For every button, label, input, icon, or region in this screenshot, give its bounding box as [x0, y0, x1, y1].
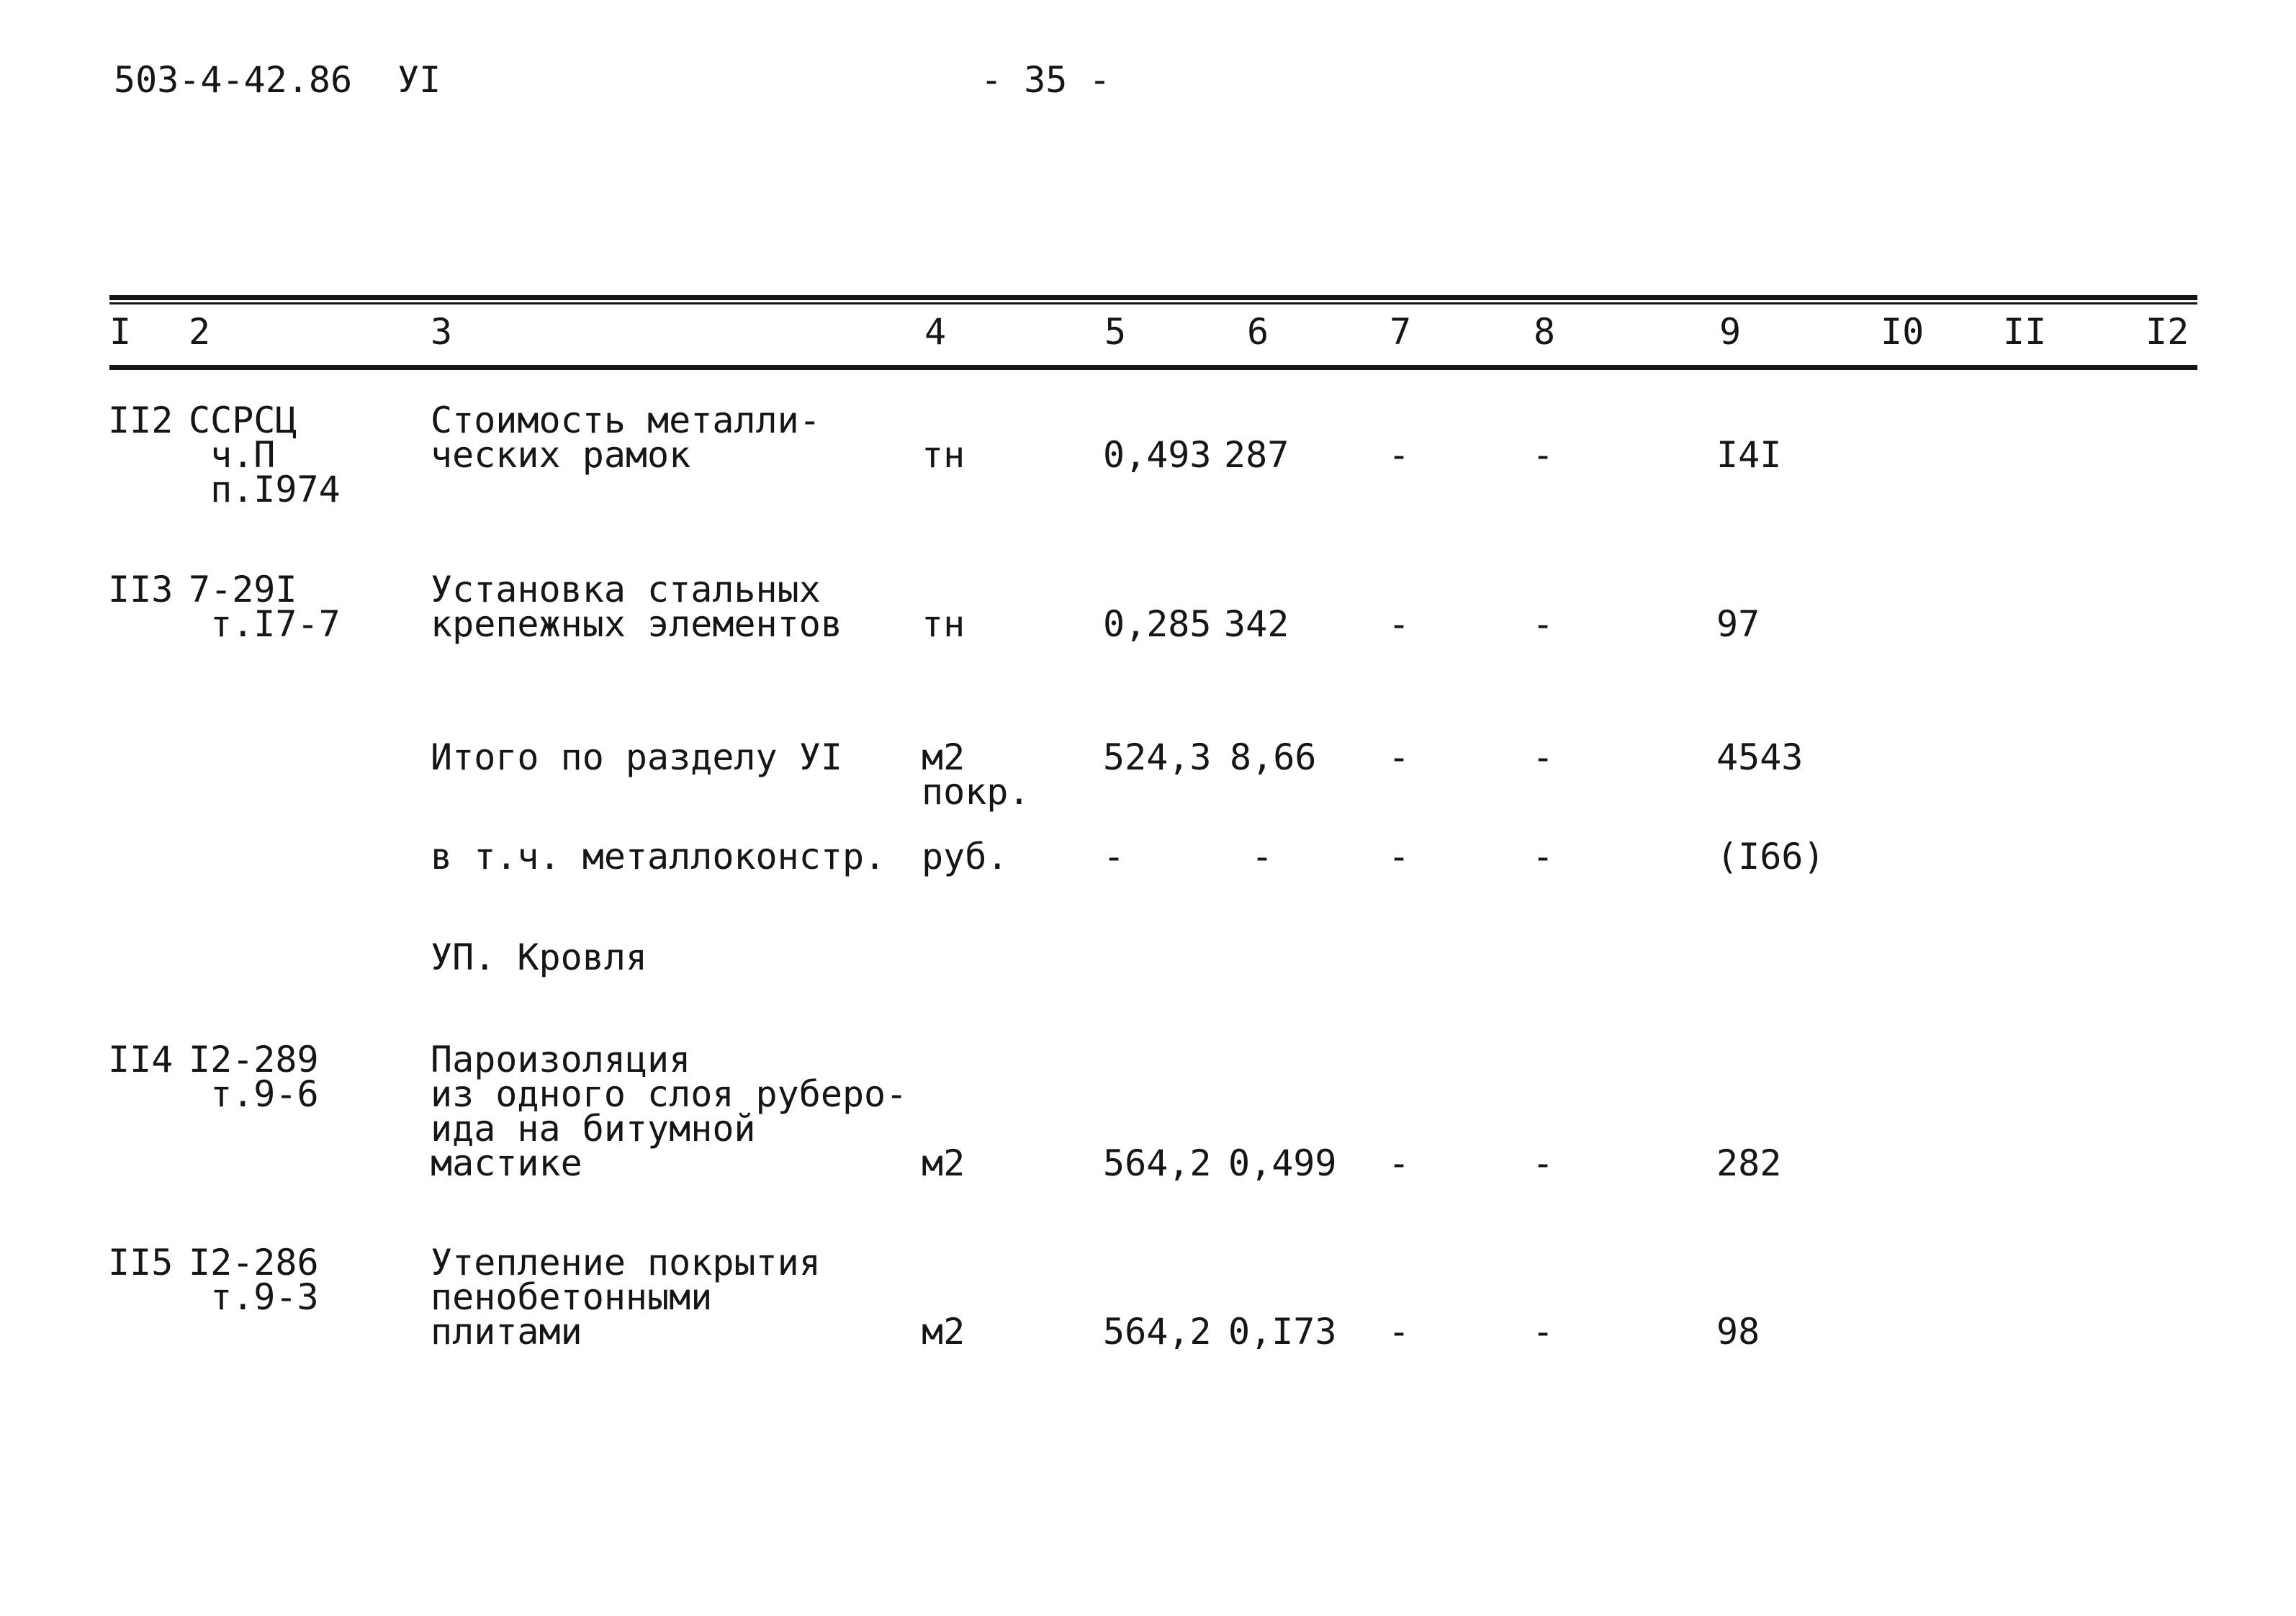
column-8-value: -	[1532, 603, 1554, 645]
section-number: УI	[397, 59, 441, 101]
unit: тн	[922, 603, 965, 645]
page-number: - 35 -	[981, 59, 1111, 101]
column-header: 4	[924, 311, 947, 353]
column-8-value: -	[1532, 736, 1554, 778]
column-header: 7	[1390, 311, 1412, 353]
quantity: 0,285	[1103, 603, 1212, 645]
unit-price: 0,499	[1228, 1142, 1337, 1184]
unit: м2	[922, 1142, 965, 1184]
quantity: 0,493	[1103, 434, 1212, 476]
work-description: Стоимость металли- ческих рамок	[431, 400, 821, 476]
unit-price: -	[1251, 836, 1274, 877]
column-header: 3	[431, 311, 453, 353]
work-description: Пароизоляция из одного слоя руберо- ида на битумной мастике	[431, 1039, 908, 1184]
row-number: II3	[108, 569, 174, 610]
work-description: Утепление покрытия пенобетонными плитами	[431, 1242, 821, 1353]
table-header-rule	[109, 365, 2197, 370]
work-description: Установка стальных крепежных элементов	[431, 569, 842, 645]
column-8-value: -	[1532, 1311, 1554, 1353]
norm-reference: 7-29I т.I7-7	[189, 569, 341, 645]
column-header: 6	[1247, 311, 1269, 353]
column-7-value: -	[1388, 603, 1410, 645]
quantity: 564,2	[1103, 1311, 1212, 1353]
column-8-value: -	[1532, 434, 1554, 476]
unit-price: 8,66	[1230, 736, 1317, 778]
column-8-value: -	[1532, 836, 1554, 877]
total-cost: I4I	[1716, 434, 1782, 476]
norm-reference: I2-286 т.9-3	[189, 1242, 319, 1318]
subtotal-label: в т.ч. металлоконстр.	[431, 836, 886, 877]
unit-price: 287	[1224, 434, 1289, 476]
column-header: I0	[1881, 311, 1924, 353]
quantity: 564,2	[1103, 1142, 1212, 1184]
column-7-value: -	[1388, 434, 1410, 476]
row-number: II5	[108, 1242, 174, 1283]
total-cost: 98	[1716, 1311, 1760, 1353]
unit: руб.	[922, 836, 1009, 877]
total-label: Итого по разделу УI	[431, 736, 842, 778]
unit: м2 покр.	[922, 736, 1030, 813]
norm-reference: ССРСЦ ч.П п.I974	[189, 400, 341, 510]
total-cost: 282	[1716, 1142, 1782, 1184]
table-top-rule-inner	[109, 302, 2197, 304]
column-7-value: -	[1388, 736, 1410, 778]
column-8-value: -	[1532, 1142, 1554, 1184]
quantity: -	[1103, 836, 1125, 877]
unit-price: 0,I73	[1228, 1311, 1337, 1353]
column-header: I2	[2146, 311, 2189, 353]
section-heading: УП. Кровля	[431, 936, 648, 978]
column-header: I	[109, 311, 132, 353]
table-top-rule	[109, 295, 2197, 300]
column-header: 2	[189, 311, 211, 353]
column-7-value: -	[1388, 836, 1410, 877]
row-number: II2	[108, 400, 174, 441]
column-header: 5	[1104, 311, 1127, 353]
document-code: 503-4-42.86	[114, 59, 353, 101]
norm-reference: I2-289 т.9-6	[189, 1039, 319, 1115]
total-cost: 4543	[1716, 736, 1804, 778]
row-number: II4	[108, 1039, 174, 1080]
column-header: 9	[1719, 311, 1742, 353]
total-cost: 97	[1716, 603, 1760, 645]
column-7-value: -	[1388, 1142, 1410, 1184]
unit: тн	[922, 434, 965, 476]
unit: м2	[922, 1311, 965, 1353]
quantity: 524,3	[1103, 736, 1212, 778]
column-header: 8	[1534, 311, 1556, 353]
column-header: II	[2003, 311, 2047, 353]
total-cost: (I66)	[1716, 836, 1825, 877]
unit-price: 342	[1224, 603, 1289, 645]
column-7-value: -	[1388, 1311, 1410, 1353]
